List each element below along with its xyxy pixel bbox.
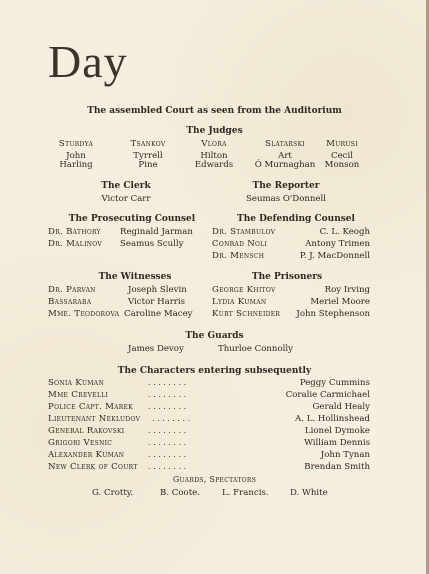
spectator-name: D. White bbox=[290, 488, 328, 498]
judge-actor: Art bbox=[278, 151, 292, 161]
witness-actor: Victor Harris bbox=[128, 297, 186, 307]
prisoners-heading: The Prisoners bbox=[251, 272, 323, 282]
defending-role: Dr. Stambulov bbox=[212, 227, 276, 237]
prosecuting-role: Dr. Bathory bbox=[48, 227, 101, 237]
leader-dots: . . . . . . . . bbox=[148, 378, 187, 387]
guard-actor: James Devoy bbox=[128, 344, 184, 354]
defending-role: Dr. Mensch bbox=[212, 251, 265, 261]
character-role: Sonia Kuman bbox=[48, 378, 104, 388]
judge-actor: John bbox=[66, 151, 86, 161]
judge-actor: Hilton bbox=[200, 151, 228, 161]
clerk-heading: The Clerk bbox=[101, 181, 151, 191]
reporter-heading: The Reporter bbox=[252, 181, 320, 191]
character-role: Police Capt. Marek bbox=[48, 402, 134, 412]
prisoner-role: Kurt Schneider bbox=[212, 309, 281, 319]
witness-actor: Joseph Slevin bbox=[128, 285, 187, 295]
witness-role: Dr. Parvan bbox=[48, 285, 96, 295]
spectator-name: L. Francis. bbox=[222, 488, 269, 498]
spectator-name: G. Crotty. bbox=[92, 488, 134, 498]
characters-heading: The Characters entering subsequently bbox=[117, 366, 312, 376]
judge-actor: Edwards bbox=[194, 160, 234, 170]
judge-actor: Monson bbox=[324, 160, 360, 170]
character-actor: Brendan Smith bbox=[304, 462, 370, 472]
character-role: Grigori Vesnic bbox=[48, 438, 113, 448]
witness-role: Bassaraba bbox=[48, 297, 92, 307]
judges-heading: The Judges bbox=[186, 126, 243, 136]
prisoner-role: Lydia Kuman bbox=[212, 297, 267, 307]
prosecuting-heading: The Prosecuting Counsel bbox=[68, 214, 196, 224]
clerk-actor: Victor Carr bbox=[101, 194, 151, 204]
character-actor: John Tynan bbox=[320, 450, 370, 460]
prosecuting-actor: Reginald Jarman bbox=[120, 227, 193, 237]
judge-role: Slatarski bbox=[264, 139, 306, 149]
character-role: Mme Crevelli bbox=[48, 390, 109, 400]
character-actor: Gerald Healy bbox=[312, 402, 370, 412]
page-title: Day bbox=[48, 36, 128, 87]
character-role: Lieutenant Nekludov bbox=[48, 414, 141, 424]
judge-actor: Cecil bbox=[331, 151, 353, 161]
prosecuting-actor: Seamus Scully bbox=[120, 239, 184, 249]
leader-dots: . . . . . . . . bbox=[148, 402, 187, 411]
judge-role: Murusi bbox=[326, 139, 358, 149]
reporter-actor: Seumas O'Donnell bbox=[245, 194, 327, 204]
judge-actor: Harling bbox=[59, 160, 93, 170]
guard-actor: Thurloe Connolly bbox=[218, 344, 293, 354]
judge-role: Sturdya bbox=[58, 139, 94, 149]
character-actor: Lionel Dymoke bbox=[304, 426, 370, 436]
prosecuting-role: Dr. Malinov bbox=[48, 239, 103, 249]
prisoner-actor: Meriel Moore bbox=[310, 297, 370, 307]
prisoner-role: George Khitov bbox=[212, 285, 276, 295]
character-actor: William Dennis bbox=[304, 438, 370, 448]
prisoner-actor: Roy Irving bbox=[324, 285, 370, 295]
character-actor: A. L. Hollinshead bbox=[295, 414, 370, 424]
spectators-heading: Guards, Spectators bbox=[172, 475, 257, 484]
defending-actor: P. J. MacDonnell bbox=[299, 251, 370, 261]
judge-actor: Pine bbox=[138, 160, 158, 170]
spectator-name: B. Coote. bbox=[160, 488, 200, 498]
leader-dots: . . . . . . . . bbox=[148, 450, 187, 459]
character-actor: Coralie Carmichael bbox=[285, 390, 370, 400]
character-role: Alexander Kuman bbox=[48, 450, 125, 460]
guards-heading: The Guards bbox=[185, 331, 244, 341]
judge-actor: Tyrrell bbox=[133, 151, 163, 161]
defending-role: Conrad Noli bbox=[212, 239, 268, 249]
prisoner-actor: John Stephenson bbox=[296, 309, 370, 319]
leader-dots: . . . . . . . . bbox=[148, 438, 187, 447]
judge-role: Tsankov bbox=[130, 139, 166, 149]
leader-dots: . . . . . . . . bbox=[148, 390, 187, 399]
judge-actor: Ó Murnaghan bbox=[254, 160, 316, 170]
witnesses-heading: The Witnesses bbox=[98, 272, 172, 282]
leader-dots: . . . . . . . . bbox=[148, 462, 187, 471]
witness-role: Mme. Teodorova bbox=[48, 309, 120, 319]
judge-role: Vlora bbox=[201, 139, 227, 149]
witness-actor: Caroline Macey bbox=[124, 309, 193, 319]
defending-actor: Antony Trimen bbox=[305, 239, 370, 249]
subtitle: The assembled Court as seen from the Auditorium bbox=[87, 106, 342, 116]
leader-dots: . . . . . . . . bbox=[152, 414, 191, 423]
leader-dots: . . . . . . . . bbox=[148, 426, 187, 435]
defending-heading: The Defending Counsel bbox=[237, 214, 355, 224]
defending-actor: C. L. Keogh bbox=[319, 227, 370, 237]
character-actor: Peggy Cummins bbox=[299, 378, 370, 388]
character-role: New Clerk of Court bbox=[48, 462, 138, 472]
character-role: General Rakovski bbox=[48, 426, 125, 436]
